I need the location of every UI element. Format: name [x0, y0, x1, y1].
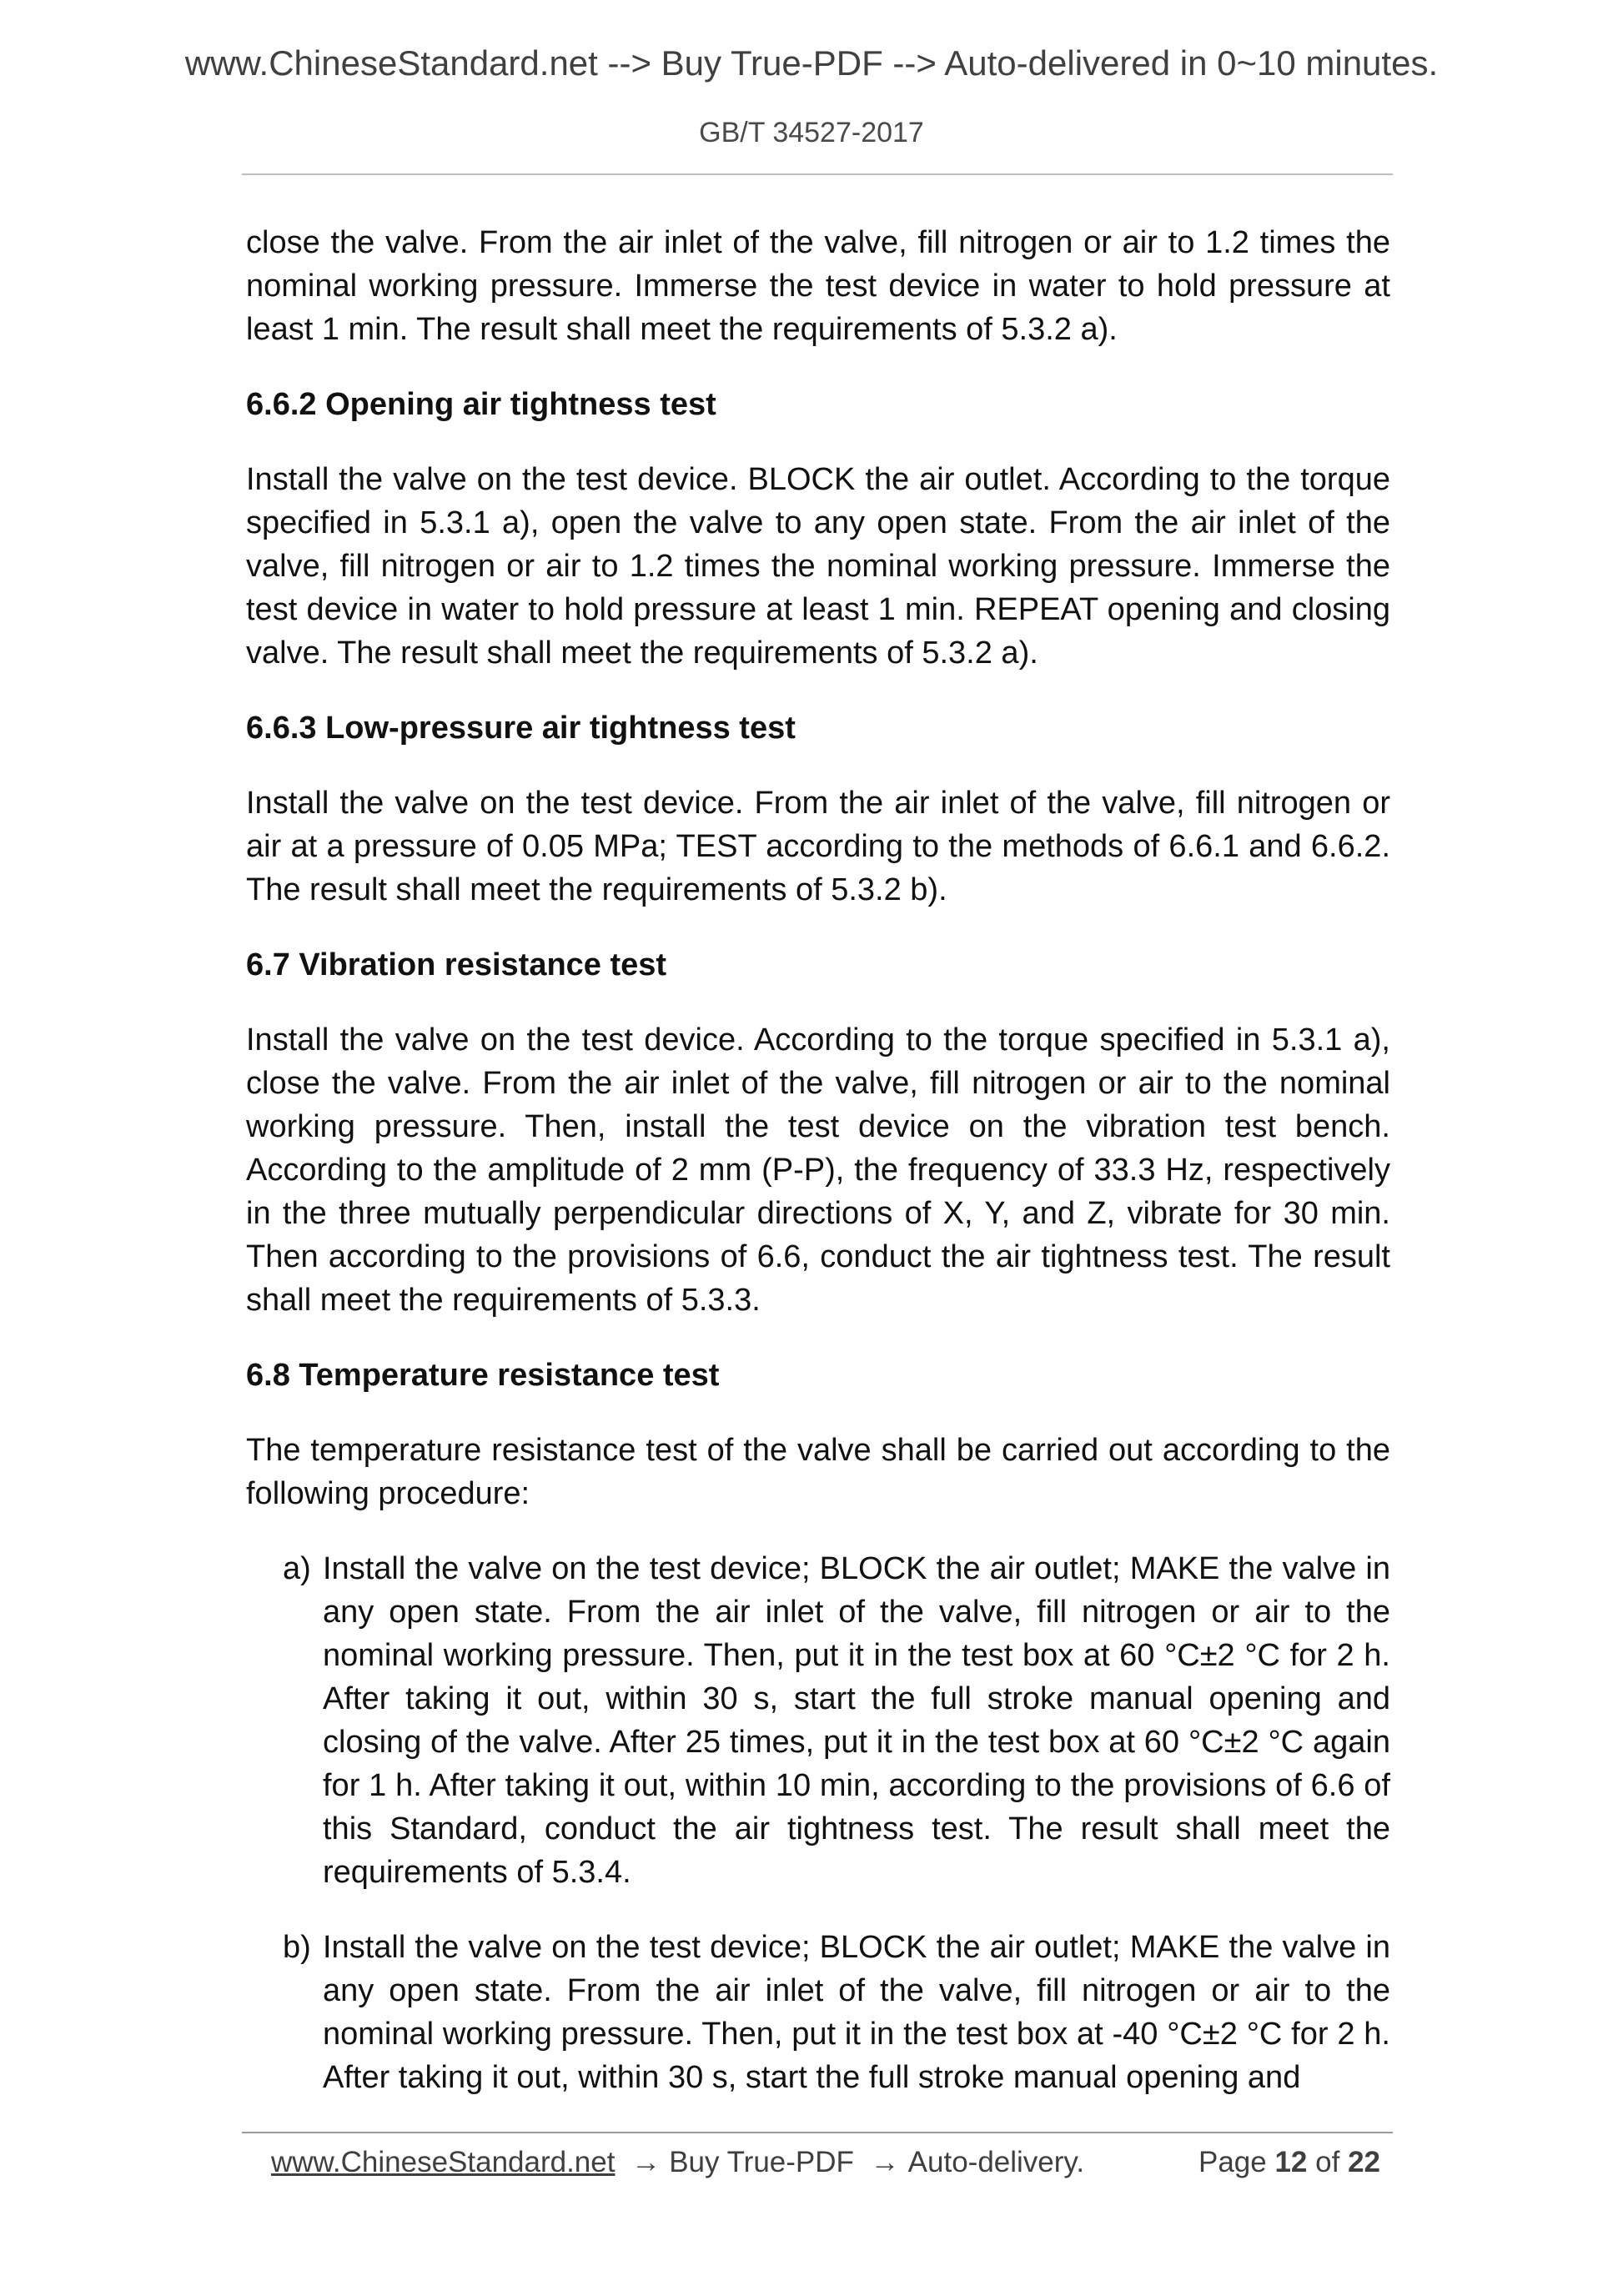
arrow-right-icon: →: [870, 2146, 900, 2178]
section-paragraph-6-6-2: Install the valve on the test device. BLOCK the air outlet. According to the torque specified in 5.3.1 a), open the valve to any open state. From the air inlet of the valve, fill nitrogen or air to 1.2 times the nominal working pressure. Immerse the test device in water to hold pressure at least 1 min. REPEAT opening and closing valve. The result shall meet the requirements of 5.3.2 a).: [246, 462, 1390, 671]
page-content: [246, 221, 1390, 2131]
section-paragraph-6-8: The temperature resistance test of the valve shall be carried out according to the following procedure:: [246, 1433, 1390, 1511]
list-item-a: [246, 1547, 1390, 1894]
footer-site-link[interactable]: www.ChineseStandard.net: [271, 2146, 616, 2178]
page-current: 12: [1274, 2146, 1308, 2178]
footer-divider: [242, 2132, 1393, 2133]
list-text-b: Install the valve on the test device; BLOCK the air outlet; MAKE the valve in any open state. From the air inlet of the valve, fill nitrogen or air to the nominal working pressure. Then, put it in the test box at -40 °C±2 °C for 2 h. After taking it out, within 30 s, start the full stroke manual opening and: [323, 1930, 1390, 2095]
list-text-a: Install the valve on the test device; BLOCK the air outlet; MAKE the valve in any open state. From the air inlet of the valve, fill nitrogen or air to the nominal working pressure. Then, put it in the test box at 60 °C±2 °C for 2 h. After taking it out, within 30 s, start the full stroke manual opening and closing of the valve. After 25 times, put it in the test box at 60 °C±2 °C again for 1 h. After taking it out, within 10 min, according to the provisions of 6.6 of this Standard, conduct the air tightness test. The result shall meet the requirements of 5.3.4.: [323, 1551, 1390, 1890]
section-heading-6-6-2: 6.6.2 Opening air tightness test: [246, 387, 716, 422]
page-label: Page: [1198, 2146, 1267, 2178]
arrow-right-icon: →: [631, 2146, 661, 2178]
list-marker-b: b): [283, 1930, 311, 1965]
section-heading-6-7: 6.7 Vibration resistance test: [246, 947, 667, 982]
section-heading-6-8: 6.8 Temperature resistance test: [246, 1358, 720, 1393]
intro-paragraph: close the valve. From the air inlet of the valve, fill nitrogen or air to 1.2 times the nominal working pressure. Immerse the test device in water to hold pressure at least 1 min. The result shall meet the requirements of 5.3.2 a).: [246, 225, 1390, 347]
footer-buy-text: Buy True-PDF: [669, 2146, 854, 2178]
page-total: 22: [1348, 2146, 1380, 2178]
header-divider: [242, 173, 1393, 175]
footer-auto-text: Auto-delivery.: [907, 2146, 1085, 2178]
page-of-label: of: [1315, 2146, 1340, 2178]
section-paragraph-6-6-3: Install the valve on the test device. From the air inlet of the valve, fill nitrogen or air at a pressure of 0.05 MPa; TEST according to the methods of 6.6.1 and 6.6.2. The result shall meet the requirements of 5.3.2 b).: [246, 786, 1390, 907]
standard-code: GB/T 34527-2017: [699, 117, 924, 148]
site-banner[interactable]: www.ChineseStandard.net --> Buy True-PDF --> Auto-delivered in 0~10 minutes.: [184, 43, 1439, 83]
section-paragraph-6-7: Install the valve on the test device. According to the torque specified in 5.3.1 a), close the valve. From the air inlet of the valve, fill nitrogen or air to the nominal working pressure. Then, install the test device on the vibration test bench. According to the amplitude of 2 mm (P-P), the frequency of 33.3 Hz, respectively in the three mutually perpendicular directions of X, Y, and Z, vibrate for 30 min. Then according to the provisions of 6.6, conduct the air tightness test. The result shall meet the requirements of 5.3.3.: [246, 1022, 1390, 1318]
page-footer: [271, 2139, 1380, 2186]
page-number: [1198, 2139, 1380, 2186]
list-item-b: [246, 1926, 1390, 2099]
section-heading-6-6-3: 6.6.3 Low-pressure air tightness test: [246, 711, 796, 746]
list-marker-a: a): [283, 1551, 311, 1586]
